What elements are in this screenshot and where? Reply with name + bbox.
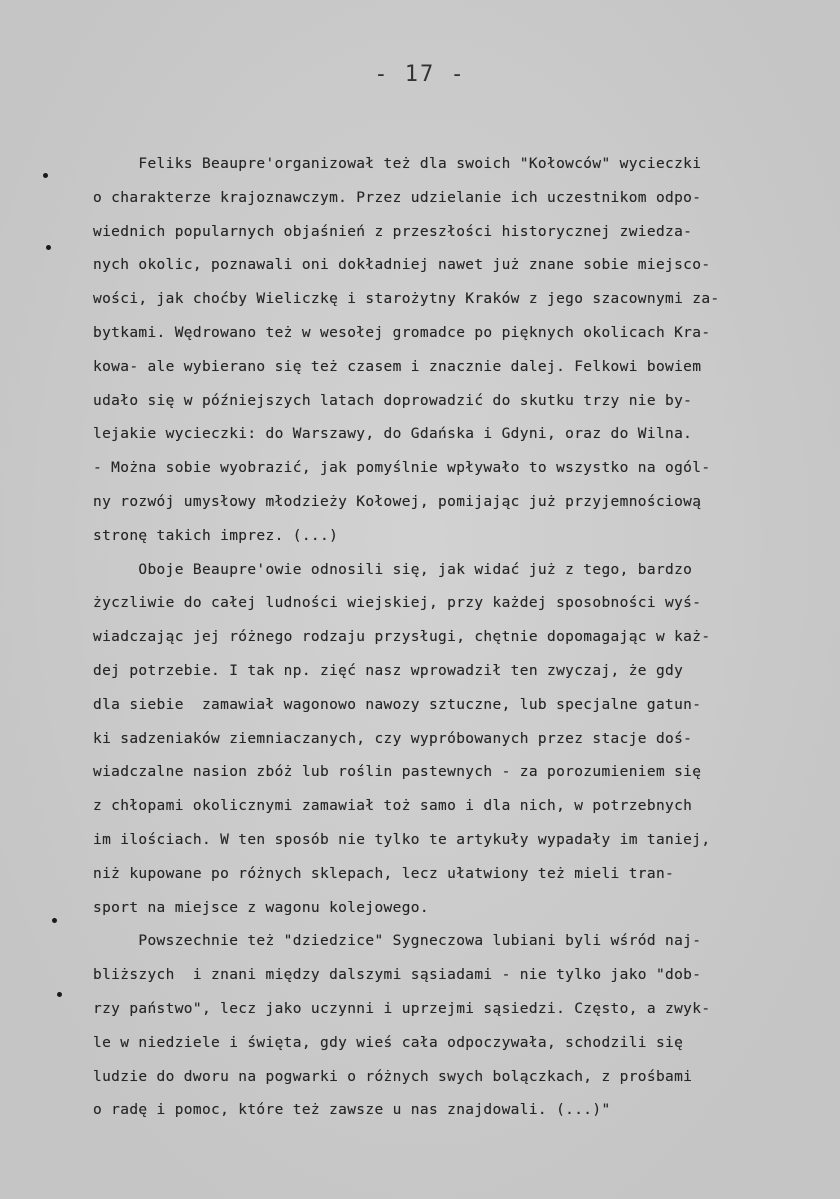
text-line: le w niedziele i święta, gdy wieś cała odpoczywała, schodzili się	[93, 1034, 684, 1051]
text-line: z chłopami okolicznymi zamawiał toż samo i dla nich, w potrzebnych	[93, 798, 693, 815]
text-line: wości, jak choćby Wieliczkę i starożytny Kraków z jego szacownymi za-	[93, 291, 720, 308]
text-line: życzliwie do całej ludności wiejskiej, przy każdej sposobności wyś-	[93, 595, 702, 612]
text-line: dej potrzebie. I tak np. zięć nasz wprowadził ten zwyczaj, że gdy	[93, 662, 684, 679]
text-line: ludzie do dworu na pogwarki o różnych swych bolączkach, z prośbami	[93, 1068, 693, 1085]
text-line: o charakterze krajoznawczym. Przez udzielanie ich uczestnikom odpo-	[93, 189, 702, 206]
margin-dot	[52, 918, 57, 923]
text-line: Powszechnie też "dziedzice" Sygneczowa lubiani byli wśród naj-	[93, 933, 702, 950]
text-line: wiadczalne nasion zbóż lub roślin pastewnych - za porozumieniem się	[93, 764, 702, 781]
text-line: niż kupowane po różnych sklepach, lecz ułatwiony też mieli tran-	[93, 865, 675, 882]
text-line: dla siebie zamawiał wagonowo nawozy sztuczne, lub specjalne gatun-	[93, 696, 702, 713]
page-number: - 17 -	[374, 62, 466, 87]
text-line: o radę i pomoc, które też zawsze u nas znajdowali. (...)"	[93, 1102, 611, 1119]
margin-dot	[57, 992, 62, 997]
text-line: wiadczając jej różnego rodzaju przysługi, chętnie dopomagając w każ-	[93, 629, 711, 646]
text-line: im ilościach. W ten sposób nie tylko te artykuły wypadały im taniej,	[93, 831, 711, 848]
text-line: ny rozwój umysłowy młodzieży Kołowej, pomijając już przyjemnościową	[93, 493, 702, 510]
text-line: nych okolic, poznawali oni dokładniej nawet już znane sobie miejsco-	[93, 257, 711, 274]
text-line: lejakie wycieczki: do Warszawy, do Gdańska i Gdyni, oraz do Wilna.	[93, 426, 693, 443]
typed-text-block	[93, 148, 793, 1128]
margin-dot	[43, 173, 48, 178]
margin-dot	[46, 245, 51, 250]
text-line: bliższych i znani między dalszymi sąsiadami - nie tylko jako "dob-	[93, 967, 702, 984]
text-line: Oboje Beaupre'owie odnosili się, jak widać już z tego, bardzo	[93, 561, 693, 578]
text-line: bytkami. Wędrowano też w wesołej gromadce po pięknych okolicach Kra-	[93, 324, 711, 341]
text-line: kowa- ale wybierano się też czasem i znacznie dalej. Felkowi bowiem	[93, 358, 702, 375]
text-line: Feliks Beaupre'organizował też dla swoich "Kołowców" wycieczki	[93, 156, 702, 172]
text-line: wiednich popularnych objaśnień z przeszłości historycznej zwiedza-	[93, 223, 693, 240]
text-line: ki sadzeniaków ziemniaczanych, czy wypróbowanych przez stacje doś-	[93, 730, 693, 747]
text-line: sport na miejsce z wagonu kolejowego.	[93, 899, 429, 916]
text-line: udało się w późniejszych latach doprowadzić do skutku trzy nie by-	[93, 392, 693, 409]
text-line: rzy państwo", lecz jako uczynni i uprzejmi sąsiedzi. Często, a zwyk-	[93, 1000, 711, 1017]
text-line: stronę takich imprez. (...)	[93, 527, 339, 544]
text-line: - Można sobie wyobrazić, jak pomyślnie wpływało to wszystko na ogól-	[93, 460, 711, 477]
